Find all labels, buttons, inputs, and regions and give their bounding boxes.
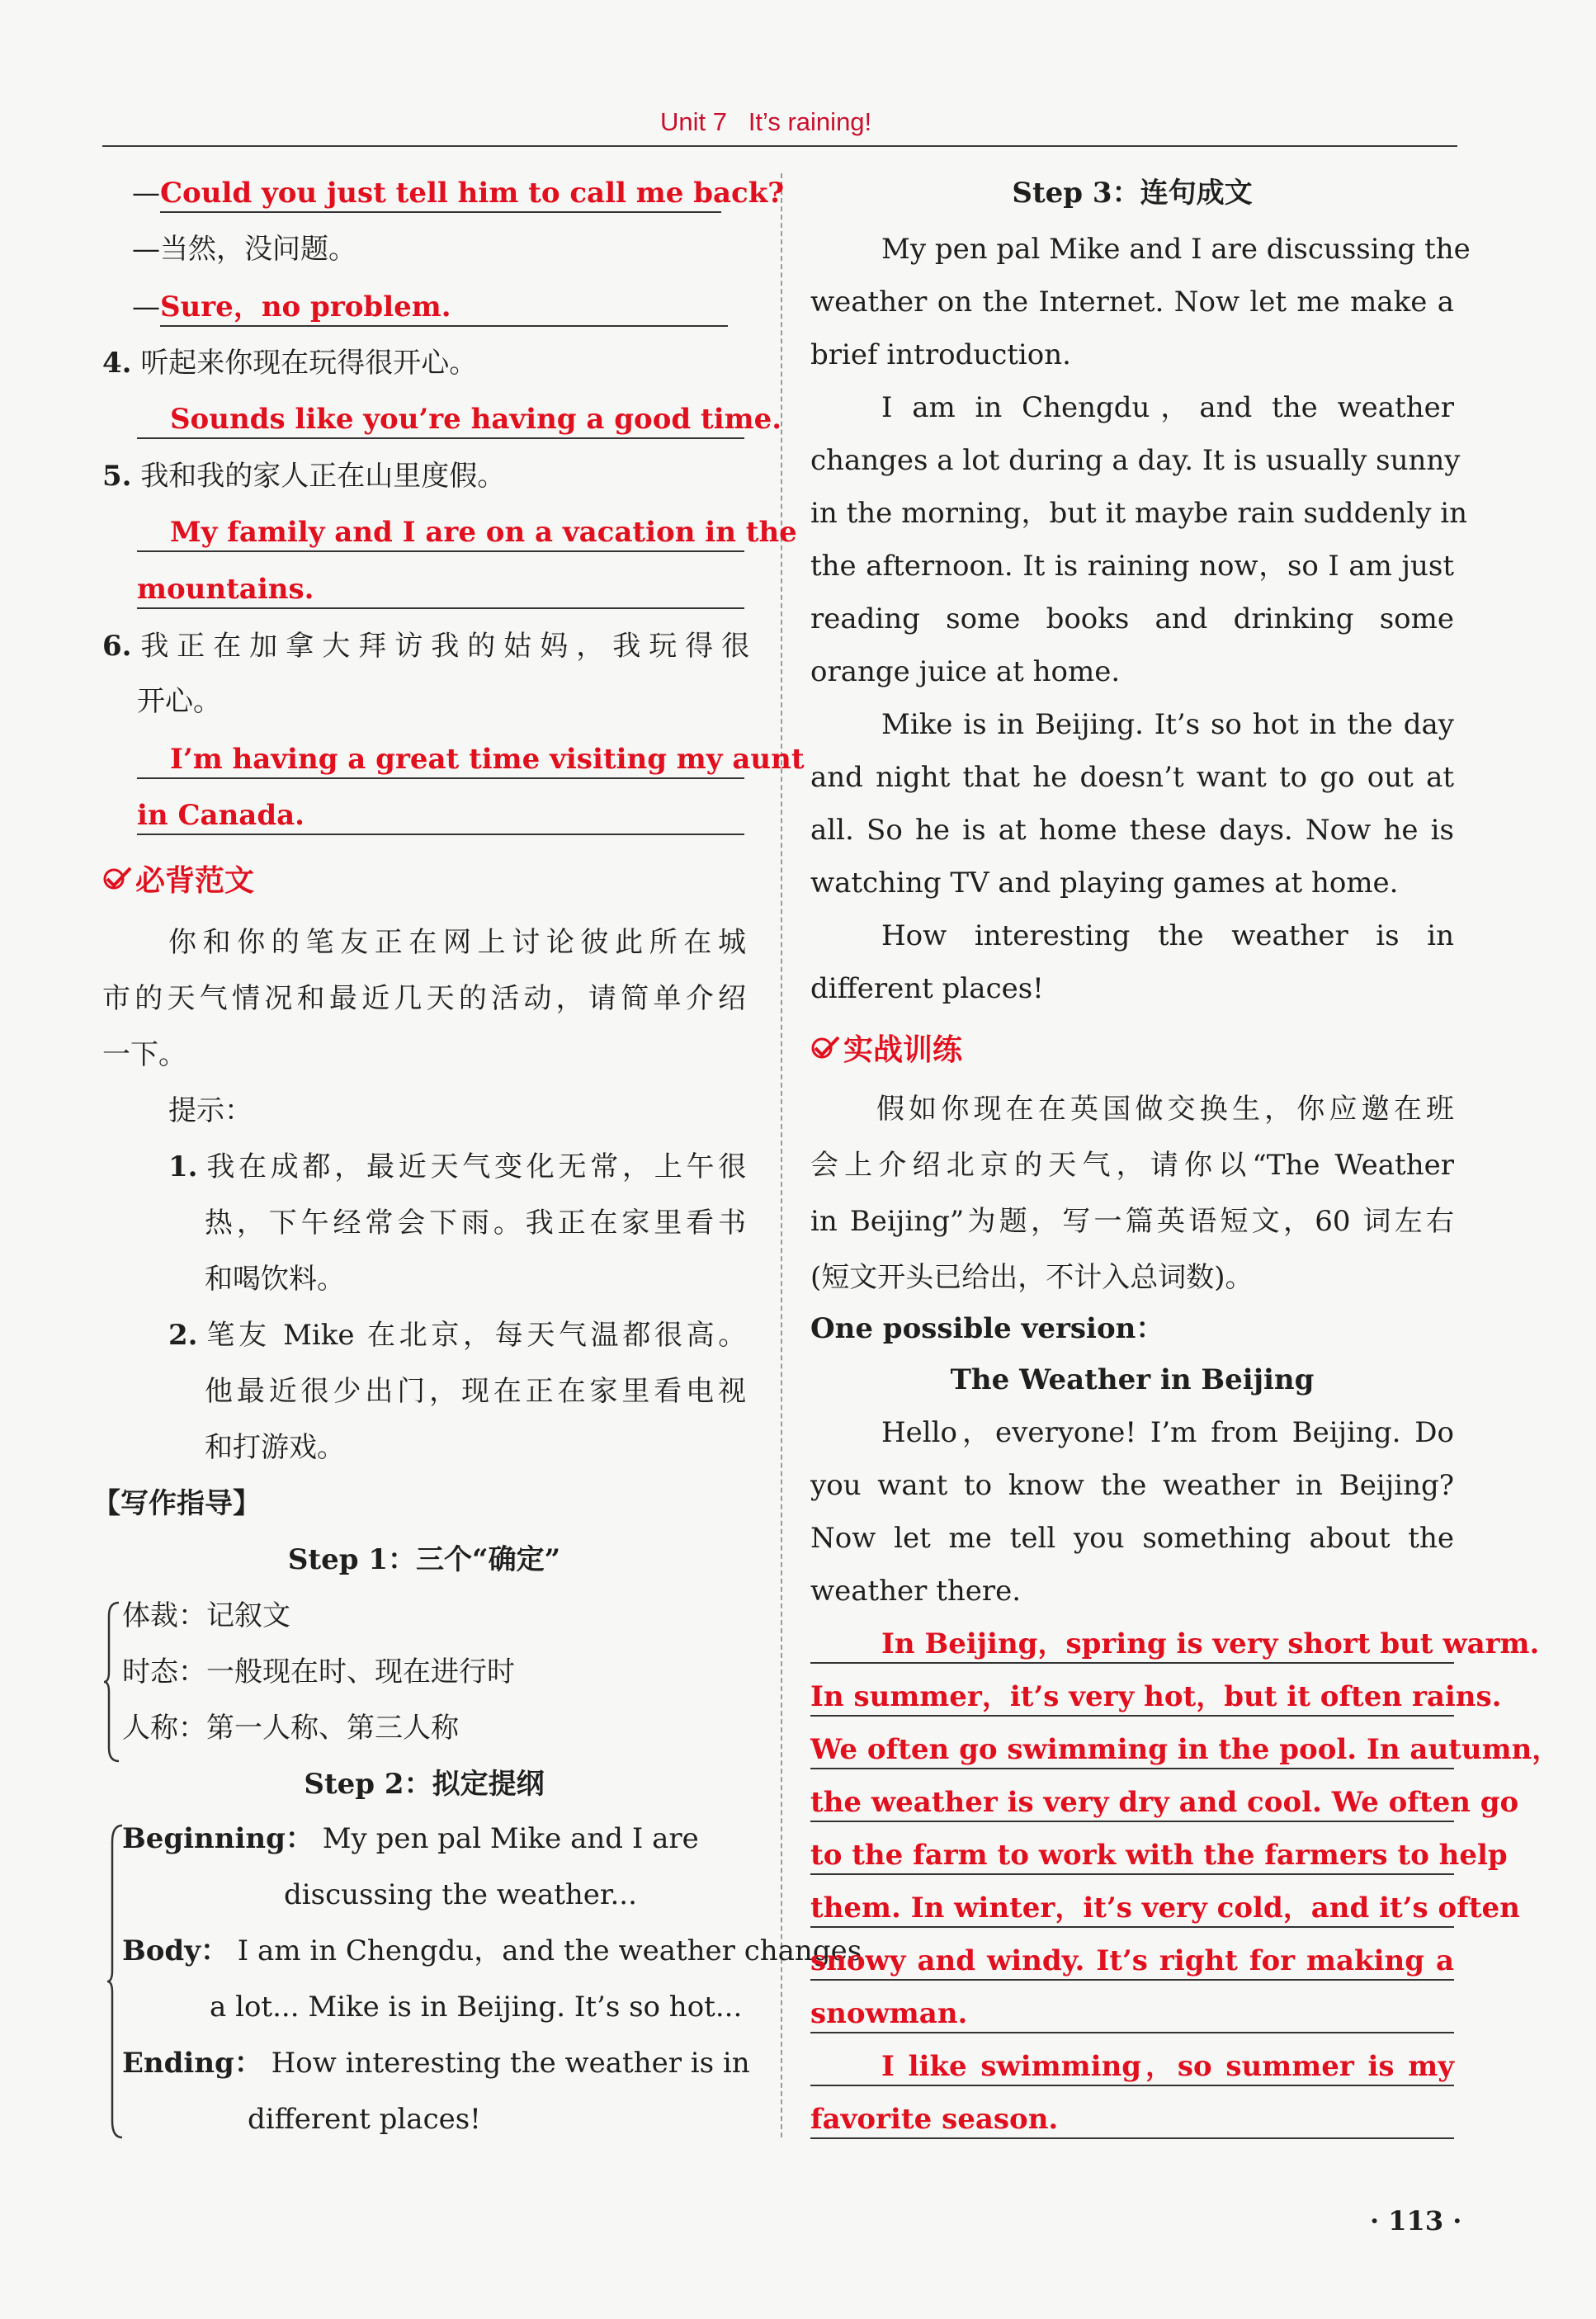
outline-ending <box>122 2045 750 2081</box>
tense: 时态：一般现在时、现在进行时 <box>122 1655 515 1688</box>
essay-line: Mike is in Beijing. It’s so hot in the day <box>881 708 1454 741</box>
step2-heading: Step 2：拟定提纲 <box>304 1768 545 1801</box>
given-line: weather there. <box>810 1575 1022 1608</box>
q3-reply: —当然，没问题。 <box>132 233 357 266</box>
essay-line: and night that he doesn’t want to go out at <box>810 761 1454 794</box>
essay-line: I am in Chengdu，and the weather <box>881 391 1454 424</box>
brace-icon <box>102 1599 122 1764</box>
hint-label: 提示： <box>168 1094 253 1127</box>
q6-number: 6. <box>102 630 132 663</box>
essay-line: different places! <box>810 972 1044 1005</box>
column-divider <box>781 173 782 2137</box>
q4-answer: Sounds like you’re having a good time. <box>137 401 744 439</box>
given-line: you want to know the weather in Beijing? <box>810 1469 1454 1502</box>
practice-heading <box>810 1032 962 1070</box>
q6-prompt-line1 <box>102 628 749 664</box>
answer-line: to the farm to work with the farmers to help <box>810 1837 1454 1875</box>
hint1-line1 <box>168 1149 746 1185</box>
q4-number: 4. <box>102 347 132 380</box>
practice-task-line1: 假如你现在在英国做交换生，你应邀在班 <box>876 1093 1454 1126</box>
hint1-line3: 和喝饮料。 <box>205 1263 345 1296</box>
q4-prompt <box>102 345 477 381</box>
practice-task-line2: 会上介绍北京的天气，请你以“The Weather <box>810 1149 1454 1182</box>
body-label: Body： <box>122 1934 229 1967</box>
answer-line: snowman. <box>810 1995 1454 2033</box>
q5-answer-line1: My family and I are on a vacation in the <box>137 514 744 552</box>
task-line1: 你和你的笔友正在网上讨论彼此所在城 <box>168 926 746 959</box>
person: 人称：第一人称、第三人称 <box>122 1712 459 1745</box>
answer-line: We often go swimming in the pool. In autumn， <box>810 1731 1454 1769</box>
practice-task-line4: (短文开头已给出，不计入总词数)。 <box>810 1261 1254 1294</box>
answer-line: In Beijing，spring is very short but warm. <box>810 1626 1454 1664</box>
dash: — <box>132 177 160 210</box>
writing-guide-title: 【写作指导】 <box>92 1487 261 1520</box>
practice-task-line3: in Beijing”为题，写一篇英语短文，60 词左右 <box>810 1205 1454 1238</box>
given-line: Now let me tell you something about the <box>810 1522 1454 1555</box>
hint2-line3: 和打游戏。 <box>205 1431 345 1464</box>
q6-prompt-line2: 开心。 <box>137 685 221 718</box>
hint1-line2: 热，下午经常会下雨。我正在家里看书 <box>205 1207 746 1240</box>
essay-title: The Weather in Beijing <box>950 1363 1315 1396</box>
given-line: Hello，everyone! I’m from Beijing. Do <box>881 1416 1454 1449</box>
body-text: I am in Chengdu，and the weather changes <box>237 1934 862 1967</box>
essay-line: the afternoon. It is raining now，so I am just <box>810 550 1454 583</box>
q6-prompt-text: 我正在加拿大拜访我的姑妈，我玩得很 <box>140 630 750 663</box>
task-line3: 一下。 <box>102 1038 187 1071</box>
essay-line: watching TV and playing games at home. <box>810 867 1399 900</box>
essay-line: changes a lot during a day. It is usually sunny <box>810 444 1461 477</box>
q5-prompt-text: 我和我的家人正在山里度假。 <box>140 460 506 493</box>
hint2-line2: 他最近很少出门，现在正在家里看电视 <box>205 1375 746 1408</box>
essay-line: all. So he is at home these days. Now he is <box>810 814 1454 847</box>
outline-body <box>122 1933 862 1969</box>
ending-label: Ending： <box>122 2047 262 2080</box>
beginning-label: Beginning： <box>122 1822 314 1855</box>
q3-answer: Could you just tell him to call me back? <box>160 175 721 213</box>
essay-line: reading some books and drinking some <box>810 602 1454 635</box>
q6-answer-line1: I’m having a great time visiting my aunt <box>137 741 744 779</box>
essay-line: in the morning，but it maybe rain suddenly in <box>810 497 1468 530</box>
task-line2: 市的天气情况和最近几天的活动，请简单介绍 <box>102 982 746 1015</box>
check-icon <box>810 1032 840 1070</box>
q5-answer-line2: mountains. <box>137 571 744 609</box>
answer-line: them. In winter，it’s very cold，and it’s often <box>810 1890 1454 1928</box>
answer-line: In summer，it’s very hot，but it often rains. <box>810 1679 1454 1717</box>
beginning-line2: discussing the weather... <box>284 1878 637 1911</box>
dash: — <box>132 290 160 324</box>
answer-line: favorite season. <box>810 2101 1454 2139</box>
q5-prompt <box>102 458 505 494</box>
step3-heading: Step 3：连句成文 <box>1012 177 1253 210</box>
practice-title: 实战训练 <box>843 1033 963 1067</box>
essay-line: My pen pal Mike and I are discussing the <box>881 233 1471 266</box>
q3-answer-line <box>132 175 785 213</box>
essay-line: How interesting the weather is in <box>881 919 1454 952</box>
hint2-text: 笔友 Mike 在北京，每天气温都很高。 <box>206 1319 747 1352</box>
body-line2: a lot... Mike is in Beijing. It’s so hot... <box>210 1991 743 2024</box>
ending-line2: different places! <box>248 2103 481 2136</box>
hint1-text: 我在成都，最近天气变化无常，上午很 <box>206 1150 747 1183</box>
hint2-line1 <box>168 1317 746 1353</box>
check-icon <box>102 862 132 900</box>
q3-answer2: Sure，no problem. <box>160 289 728 327</box>
unit-title: Unit 7 It’s raining! <box>660 107 872 136</box>
outline-beginning <box>122 1821 699 1857</box>
page-number: · 113 · <box>1370 2205 1462 2236</box>
version-label: One possible version： <box>810 1312 1164 1345</box>
q4-prompt-text: 听起来你现在玩得很开心。 <box>140 347 478 380</box>
essay-line: brief introduction. <box>810 338 1071 371</box>
answer-line: the weather is very dry and cool. We often go <box>810 1784 1454 1822</box>
genre: 体裁：记叙文 <box>122 1599 290 1632</box>
beginning-text: My pen pal Mike and I are <box>322 1822 699 1855</box>
answer-line: I like swimming，so summer is my <box>810 2048 1454 2086</box>
essay-line: orange juice at home. <box>810 655 1121 688</box>
hint2-number: 2. <box>168 1319 198 1352</box>
q5-number: 5. <box>102 460 132 493</box>
brace-icon <box>106 1822 125 2141</box>
q3-answer2-line <box>132 289 728 327</box>
q6-answer-line2: in Canada. <box>137 797 744 835</box>
ending-text: How interesting the weather is in <box>271 2047 750 2080</box>
hint1-number: 1. <box>168 1150 198 1183</box>
page-header <box>102 97 1457 147</box>
must-recite-heading <box>102 862 254 900</box>
answer-line: snowy and windy. It’s right for making a <box>810 1943 1454 1981</box>
step1-heading: Step 1：三个“确定” <box>287 1543 561 1576</box>
must-recite-title: 必背范文 <box>135 864 255 898</box>
essay-line: weather on the Internet. Now let me make a <box>810 286 1454 319</box>
